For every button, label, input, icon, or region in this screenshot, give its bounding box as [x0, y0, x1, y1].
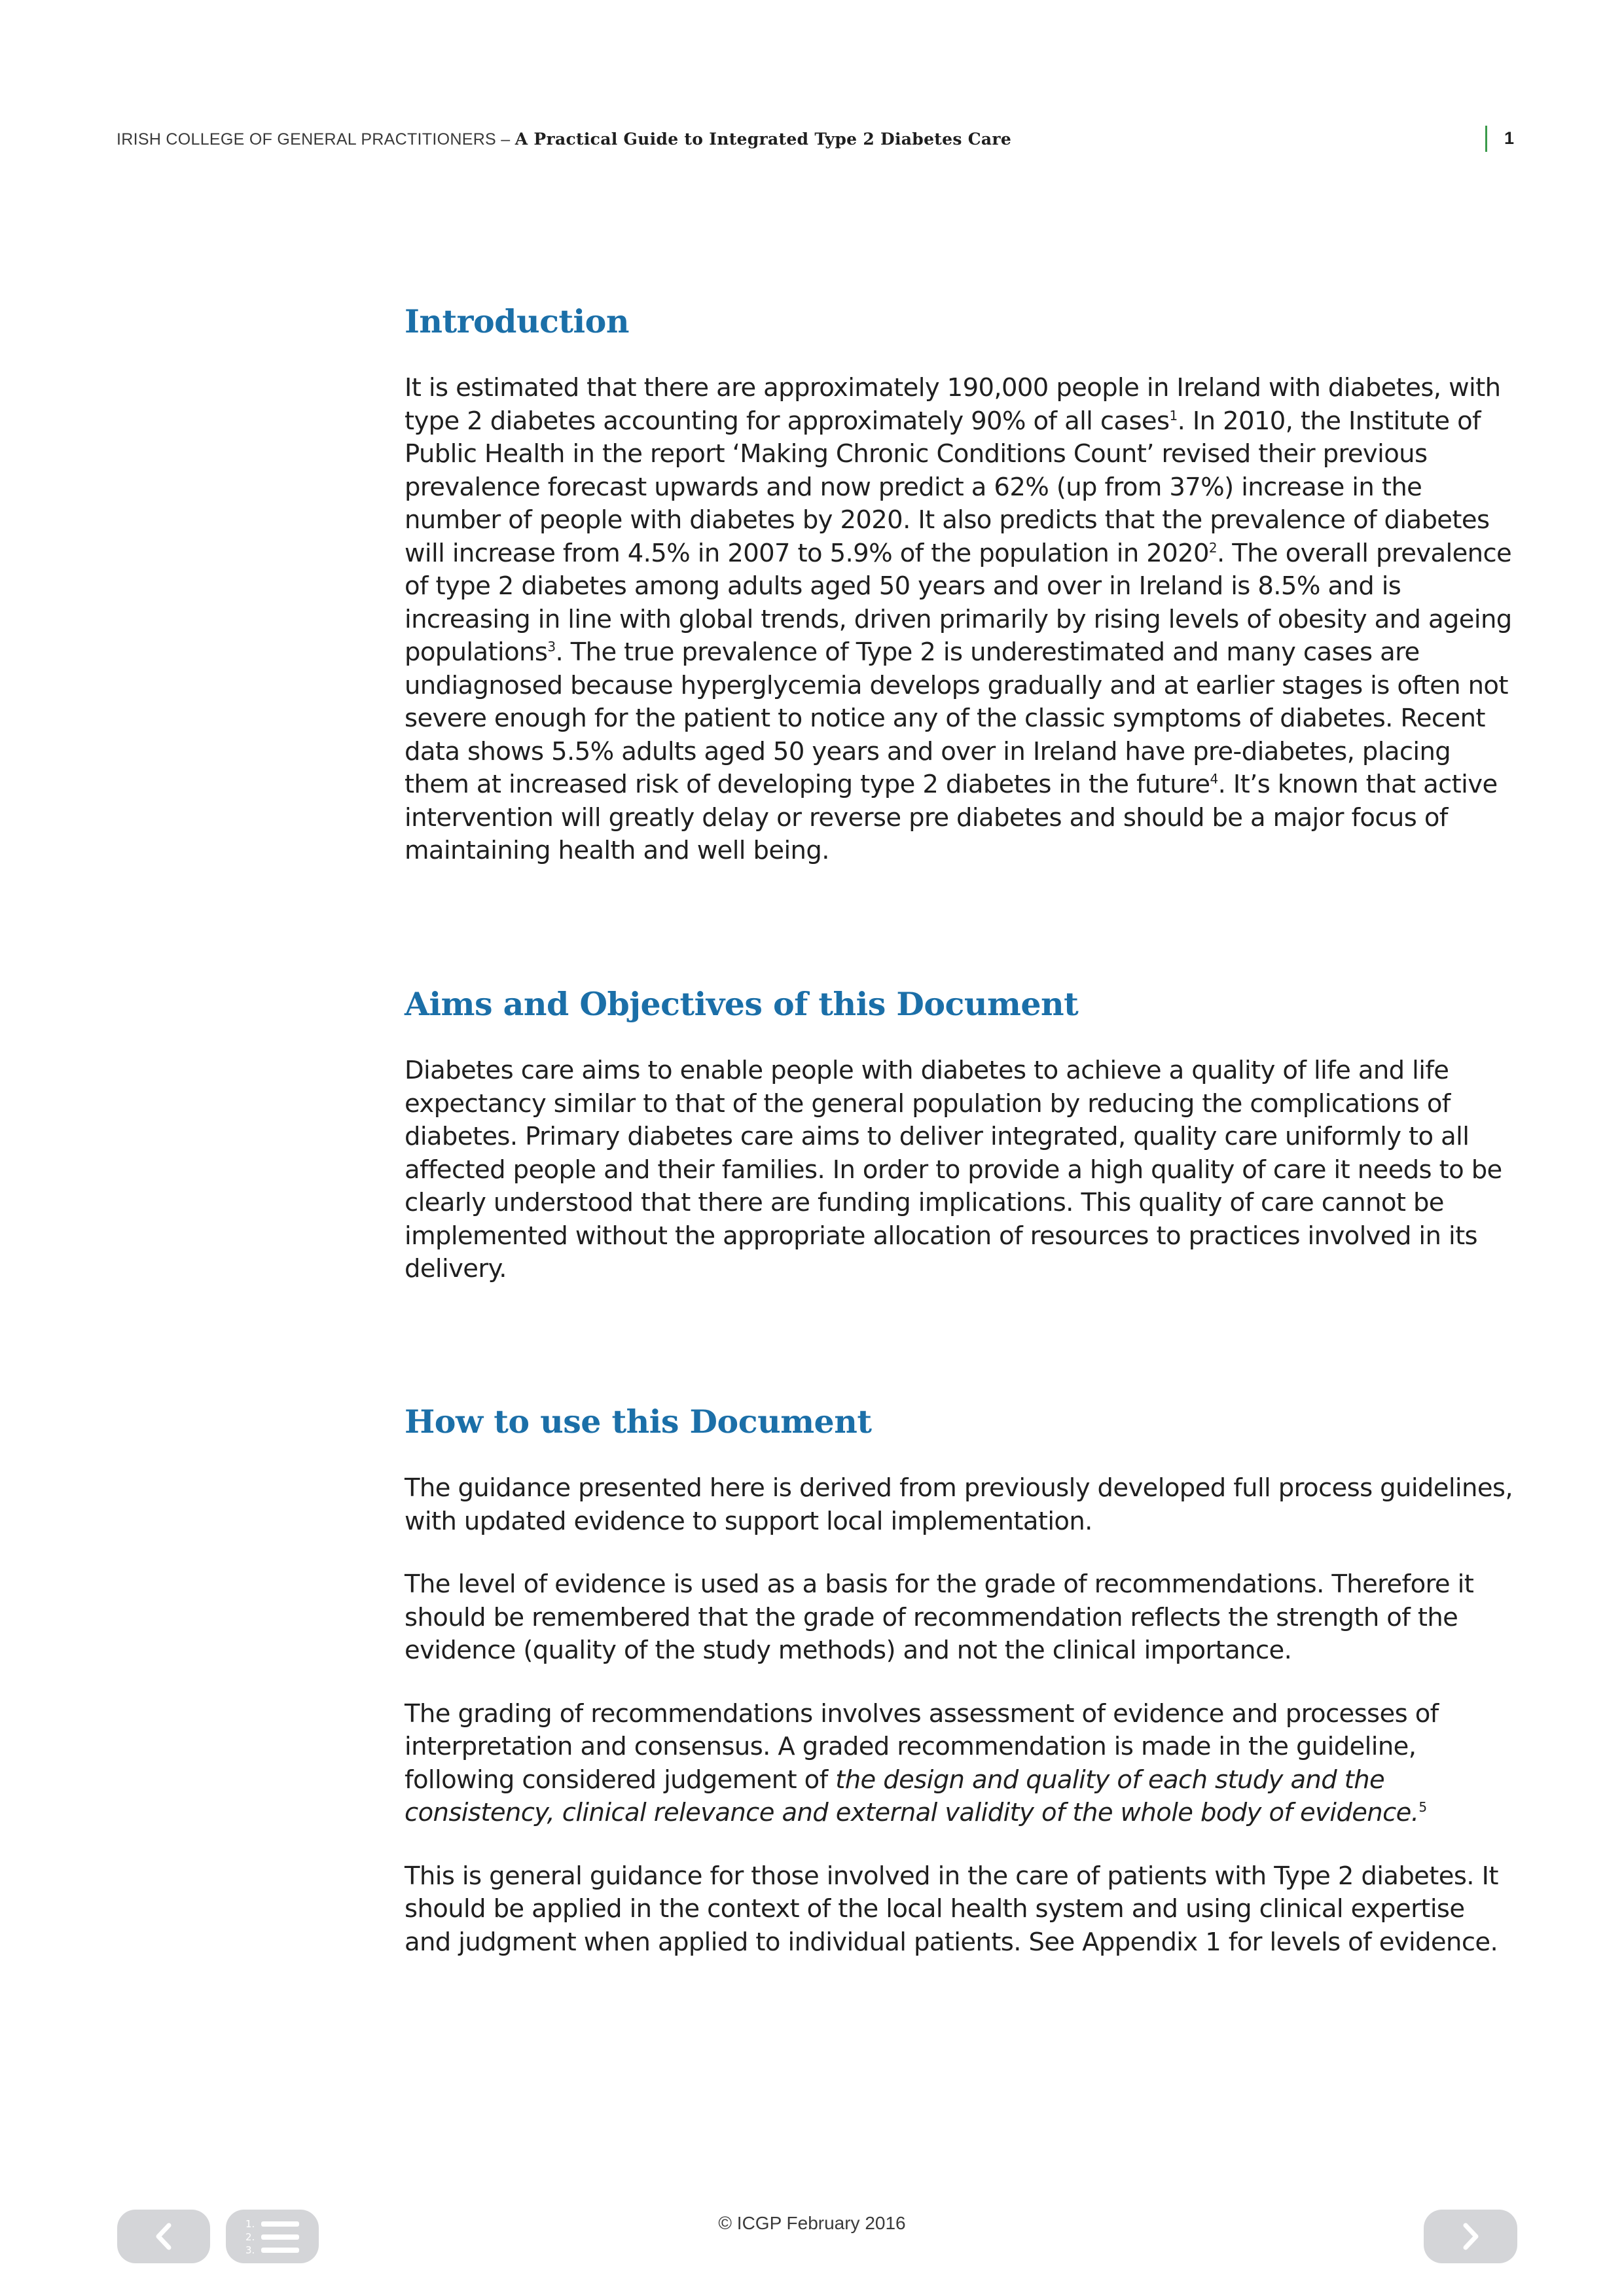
- toc-number-2: 2.: [245, 2231, 255, 2243]
- intro-text-a: It is estimated that there are approximately 190,000 people in Ireland with diabetes, with type 2 diabetes accounting for approximately 90% of all cases: [405, 373, 1501, 436]
- toc-line-3: [261, 2248, 299, 2253]
- footnote-ref-5: 5: [1418, 1799, 1427, 1816]
- header-separator: –: [496, 130, 515, 149]
- section-how-to-use: [405, 1403, 1517, 1959]
- footnote-ref-4: 4: [1210, 771, 1218, 787]
- page-number-bar: [1485, 126, 1487, 152]
- footnote-ref-1: 1: [1169, 407, 1178, 423]
- toc-line-2: [261, 2234, 299, 2240]
- introduction-paragraph: [405, 372, 1517, 868]
- intro-text-b: . In 2010, the Institute of Public Health in the report ‘Making Chronic Conditions Count’ revised their previous prevalence forecast upwards and now predict a 62% (up from 37%) increase in the number of people with diabetes by 2020. It also predicts that the prevalence of diabetes will increase from 4.5% in 2007 to 5.9% of the population in 2020: [405, 406, 1490, 568]
- footnote-ref-2: 2: [1208, 539, 1218, 556]
- page-header: [117, 126, 1517, 152]
- how-text-italic: the design and quality of each study and the consistency, clinical relevance and external validity of the whole body of evidence.: [405, 1765, 1419, 1827]
- header-title: A Practical Guide to Integrated Type 2 Diabetes Care: [514, 130, 1012, 149]
- section-introduction: [405, 302, 1517, 868]
- how-to-use-paragraph-1: The guidance presented here is derived from previously developed full process guidelines, with updated evidence to support local implementation.: [405, 1473, 1513, 1536]
- header-org: IRISH COLLEGE OF GENERAL PRACTITIONERS: [117, 130, 497, 149]
- header-text: [117, 130, 1011, 149]
- intro-text-e: . It’s known that active intervention will greatly delay or reverse pre diabetes and should be a major focus of maintaining health and well being.: [405, 770, 1498, 865]
- footnote-ref-3: 3: [547, 639, 556, 655]
- toc-number-1: 1.: [245, 2218, 255, 2230]
- aims-heading: Aims and Objectives of this Document: [405, 985, 1079, 1023]
- intro-text-d: . The true prevalence of Type 2 is underestimated and many cases are undiagnosed because hyperglycemia develops gradually and at earlier stages is often not severe enough for the patient to notice any of the classic symptoms of diabetes. Recent data shows 5.5% adults aged 50 years and over in Ireland have pre-diabetes, placing them at increased risk of developing type 2 diabetes in the future: [405, 637, 1508, 799]
- how-to-use-heading: How to use this Document: [405, 1403, 872, 1441]
- footer-copyright: © ICGP February 2016: [718, 2213, 906, 2233]
- toc-number-3: 3.: [245, 2244, 255, 2256]
- next-page-button[interactable]: [1424, 2210, 1517, 2263]
- how-to-use-paragraph-2: The level of evidence is used as a basis for the grade of recommendations. Therefore it should be remembered that the grade of recommendation reflects the strength of the evidence (quality of the study methods) and not the clinical importance.: [405, 1570, 1474, 1665]
- section-aims: [405, 985, 1517, 1286]
- how-to-use-paragraph-3: [405, 1698, 1517, 1830]
- page-number: 1: [1504, 128, 1515, 148]
- how-text-a: The grading of recommendations involves assessment of evidence and processes of interpretation and consensus. A graded recommendation is made in the guideline, following considered judgement of: [405, 1698, 1439, 1795]
- how-to-use-paragraph-4: This is general guidance for those involved in the care of patients with Type 2 diabetes. It should be applied in the context of the local health system and using clinical expertise and judgment when applied to individual patients. See Appendix 1 for levels of evidence.: [405, 1861, 1498, 1957]
- aims-paragraph: Diabetes care aims to enable people with diabetes to achieve a quality of life and life expectancy similar to that of the general population by reducing the complications of diabetes. Primary diabetes care aims to deliver integrated, quality care uniformly to all affected people and their families. In order to provide a high quality of care it needs to be clearly understood that there are funding implications. This quality of care cannot be implemented without the appropriate allocation of resources to practices involved in its delivery.: [405, 1056, 1502, 1283]
- introduction-heading: Introduction: [405, 302, 629, 340]
- intro-text-c: . The overall prevalence of type 2 diabetes among adults aged 50 years and over in Ireland is 8.5% and is increasing in line with global trends, driven primarily by rising levels of obesity and ageing populations: [405, 538, 1512, 667]
- chevron-right-icon: [1458, 2220, 1484, 2253]
